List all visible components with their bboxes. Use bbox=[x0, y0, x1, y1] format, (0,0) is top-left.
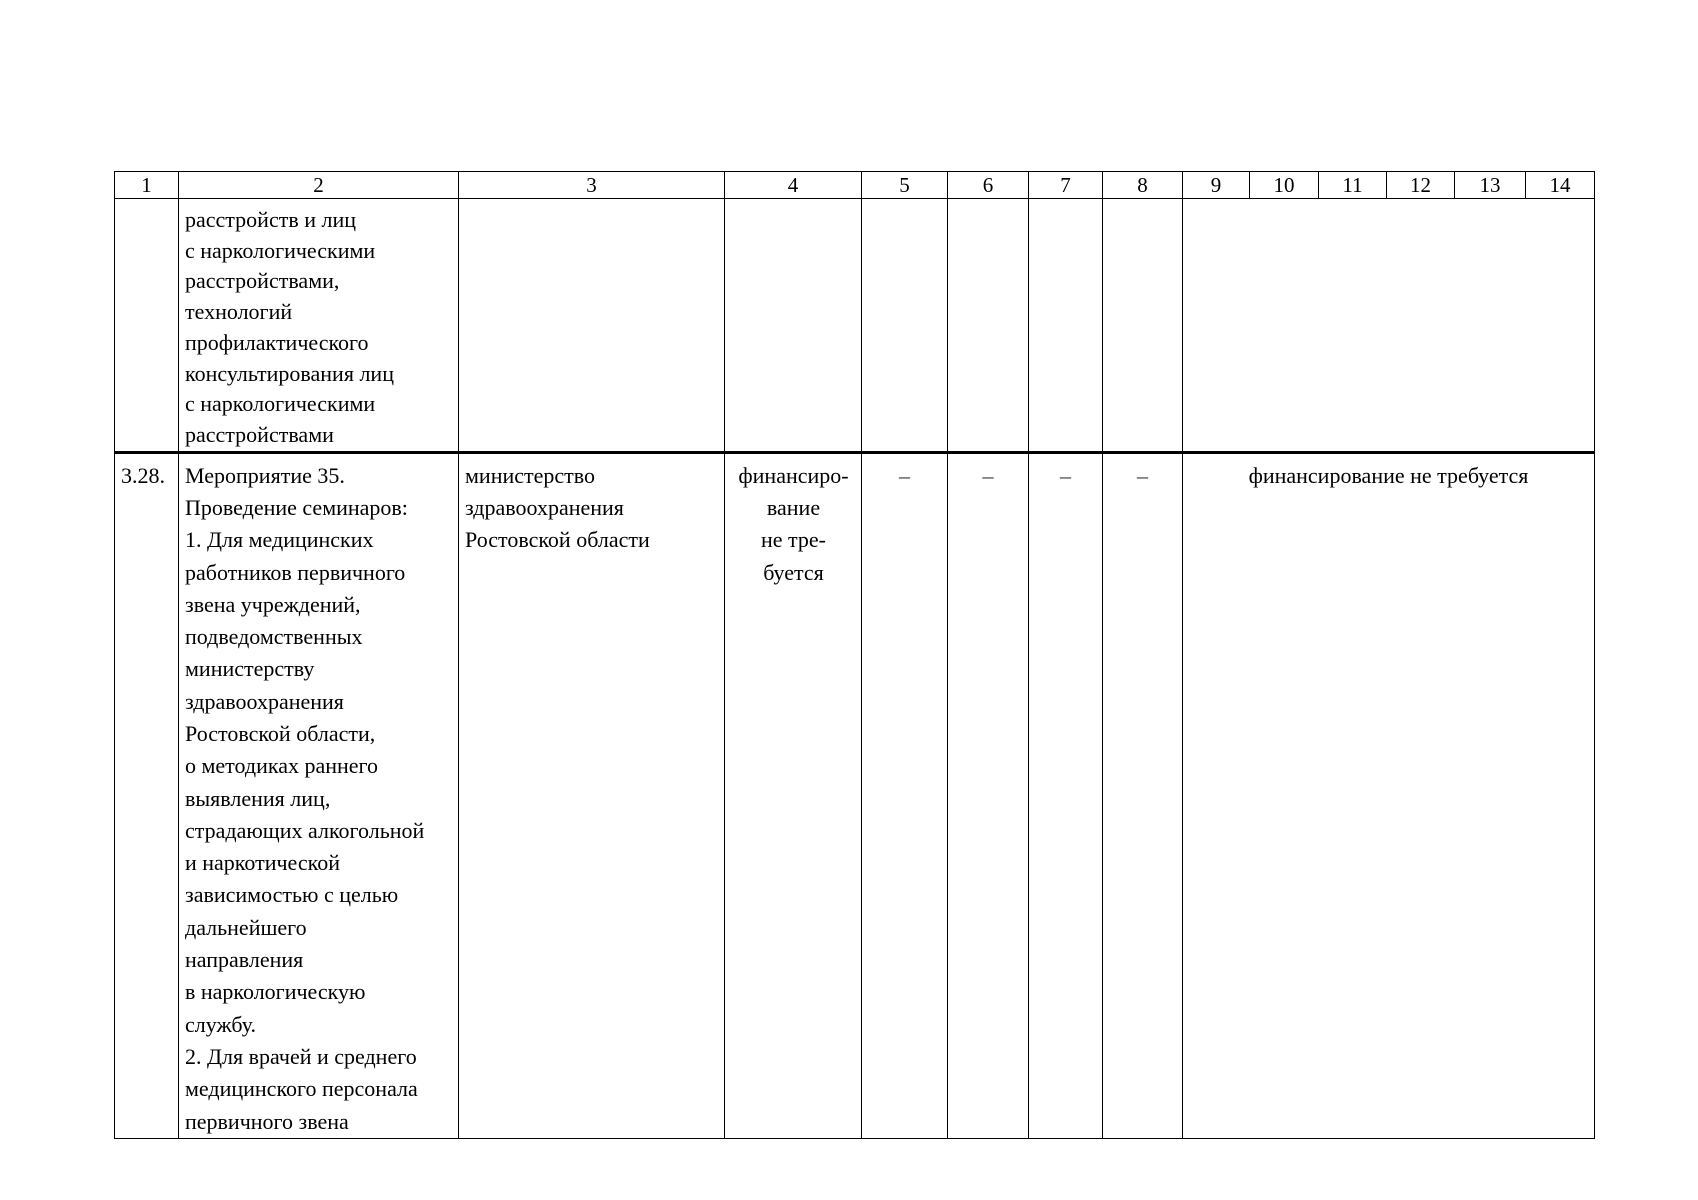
text-line: о методиках раннего bbox=[185, 753, 379, 779]
activity-description-lines bbox=[179, 199, 458, 451]
text-line: не тре- bbox=[760, 527, 826, 553]
value-cell-7 bbox=[1029, 452, 1103, 1138]
column-number-3: 3 bbox=[459, 172, 725, 199]
text-line: 2. Для врачей и среднего bbox=[185, 1043, 417, 1069]
text-line: здравоохранения bbox=[465, 494, 624, 520]
funding-source-cell bbox=[725, 199, 862, 453]
dash-value: – bbox=[982, 462, 994, 488]
row-number-cell bbox=[115, 199, 179, 453]
text-line: направления bbox=[185, 947, 304, 973]
table-row-3-28 bbox=[115, 452, 1595, 1138]
column-number-1: 1 bbox=[115, 172, 179, 199]
row-number: 3.28. bbox=[121, 462, 165, 488]
text-line: здравоохранения bbox=[185, 688, 344, 714]
text-line: страдающих алкогольной bbox=[185, 817, 425, 843]
text-line: подведомственных bbox=[185, 624, 363, 650]
text-line: консультирования лиц bbox=[185, 360, 394, 386]
text-line: службу. bbox=[185, 1011, 257, 1037]
text-line: профилактического bbox=[185, 329, 369, 355]
activity-description-lines bbox=[179, 454, 458, 1138]
text-line: расстройств и лиц bbox=[185, 207, 357, 232]
text-line: расстройствами bbox=[185, 421, 334, 447]
text-line: расстройствами, bbox=[185, 268, 340, 294]
text-line: министерство bbox=[465, 462, 596, 488]
column-number-6: 6 bbox=[948, 172, 1029, 199]
column-number-13: 13 bbox=[1455, 172, 1526, 199]
value-cell-6 bbox=[948, 452, 1029, 1138]
dash-value: – bbox=[899, 462, 910, 488]
text-line: звена учреждений, bbox=[185, 591, 361, 617]
column-number-row bbox=[115, 172, 1595, 199]
text-line: технологий bbox=[185, 299, 293, 325]
text-line: медицинского персонала bbox=[185, 1076, 418, 1102]
column-number-8: 8 bbox=[1103, 172, 1183, 199]
text-line: Мероприятие 35. bbox=[185, 462, 345, 488]
text-line: Ростовской области bbox=[465, 527, 650, 553]
column-number-7: 7 bbox=[1029, 172, 1103, 199]
text-line: первичного звена bbox=[185, 1108, 349, 1134]
column-number-12: 12 bbox=[1387, 172, 1455, 199]
column-number-4: 4 bbox=[725, 172, 862, 199]
text-line: финансиро- bbox=[738, 462, 849, 488]
activity-description-cell bbox=[179, 452, 459, 1138]
value-cell-5 bbox=[862, 452, 948, 1138]
executor-cell bbox=[459, 199, 725, 453]
text-line: с наркологическими bbox=[185, 391, 376, 417]
dash-value: – bbox=[1137, 462, 1148, 488]
funding-source-lines bbox=[725, 454, 861, 589]
dash-value: – bbox=[1060, 462, 1071, 488]
table-row-continuation bbox=[115, 199, 1595, 453]
text-line: 1. Для медицинских bbox=[185, 527, 374, 553]
column-number-2: 2 bbox=[179, 172, 459, 199]
value-cell-5 bbox=[862, 199, 948, 453]
column-number-14: 14 bbox=[1526, 172, 1595, 199]
text-line: дальнейшего bbox=[185, 914, 307, 940]
text-line: с наркологическими bbox=[185, 237, 376, 263]
text-line: буется bbox=[763, 559, 824, 585]
executor-cell bbox=[459, 452, 725, 1138]
merged-years-cell bbox=[1183, 452, 1595, 1138]
column-number-10: 10 bbox=[1250, 172, 1319, 199]
text-line: зависимостью с целью bbox=[185, 882, 399, 908]
value-cell-8 bbox=[1103, 199, 1183, 453]
activity-description-cell bbox=[179, 199, 459, 453]
value-cell-6 bbox=[948, 199, 1029, 453]
column-number-5: 5 bbox=[862, 172, 948, 199]
text-line: Ростовской области, bbox=[185, 721, 376, 746]
program-table bbox=[114, 171, 1595, 1139]
value-cell-7 bbox=[1029, 199, 1103, 453]
column-number-9: 9 bbox=[1183, 172, 1250, 199]
row-number-cell bbox=[115, 452, 179, 1138]
text-line: в наркологическую bbox=[185, 979, 366, 1005]
text-line: работников первичного bbox=[185, 559, 406, 585]
column-number-11: 11 bbox=[1319, 172, 1387, 199]
funding-not-required-note: финансирование не требуется bbox=[1248, 462, 1529, 488]
text-line: и наркотической bbox=[185, 850, 340, 876]
text-line: выявления лиц, bbox=[185, 785, 331, 811]
executor-lines bbox=[459, 454, 724, 557]
text-line: министерству bbox=[185, 656, 315, 682]
value-cell-8 bbox=[1103, 452, 1183, 1138]
funding-source-cell bbox=[725, 452, 862, 1138]
text-line: Проведение семинаров: bbox=[185, 494, 408, 520]
text-line: вание bbox=[766, 494, 821, 520]
merged-years-cell bbox=[1183, 199, 1595, 453]
